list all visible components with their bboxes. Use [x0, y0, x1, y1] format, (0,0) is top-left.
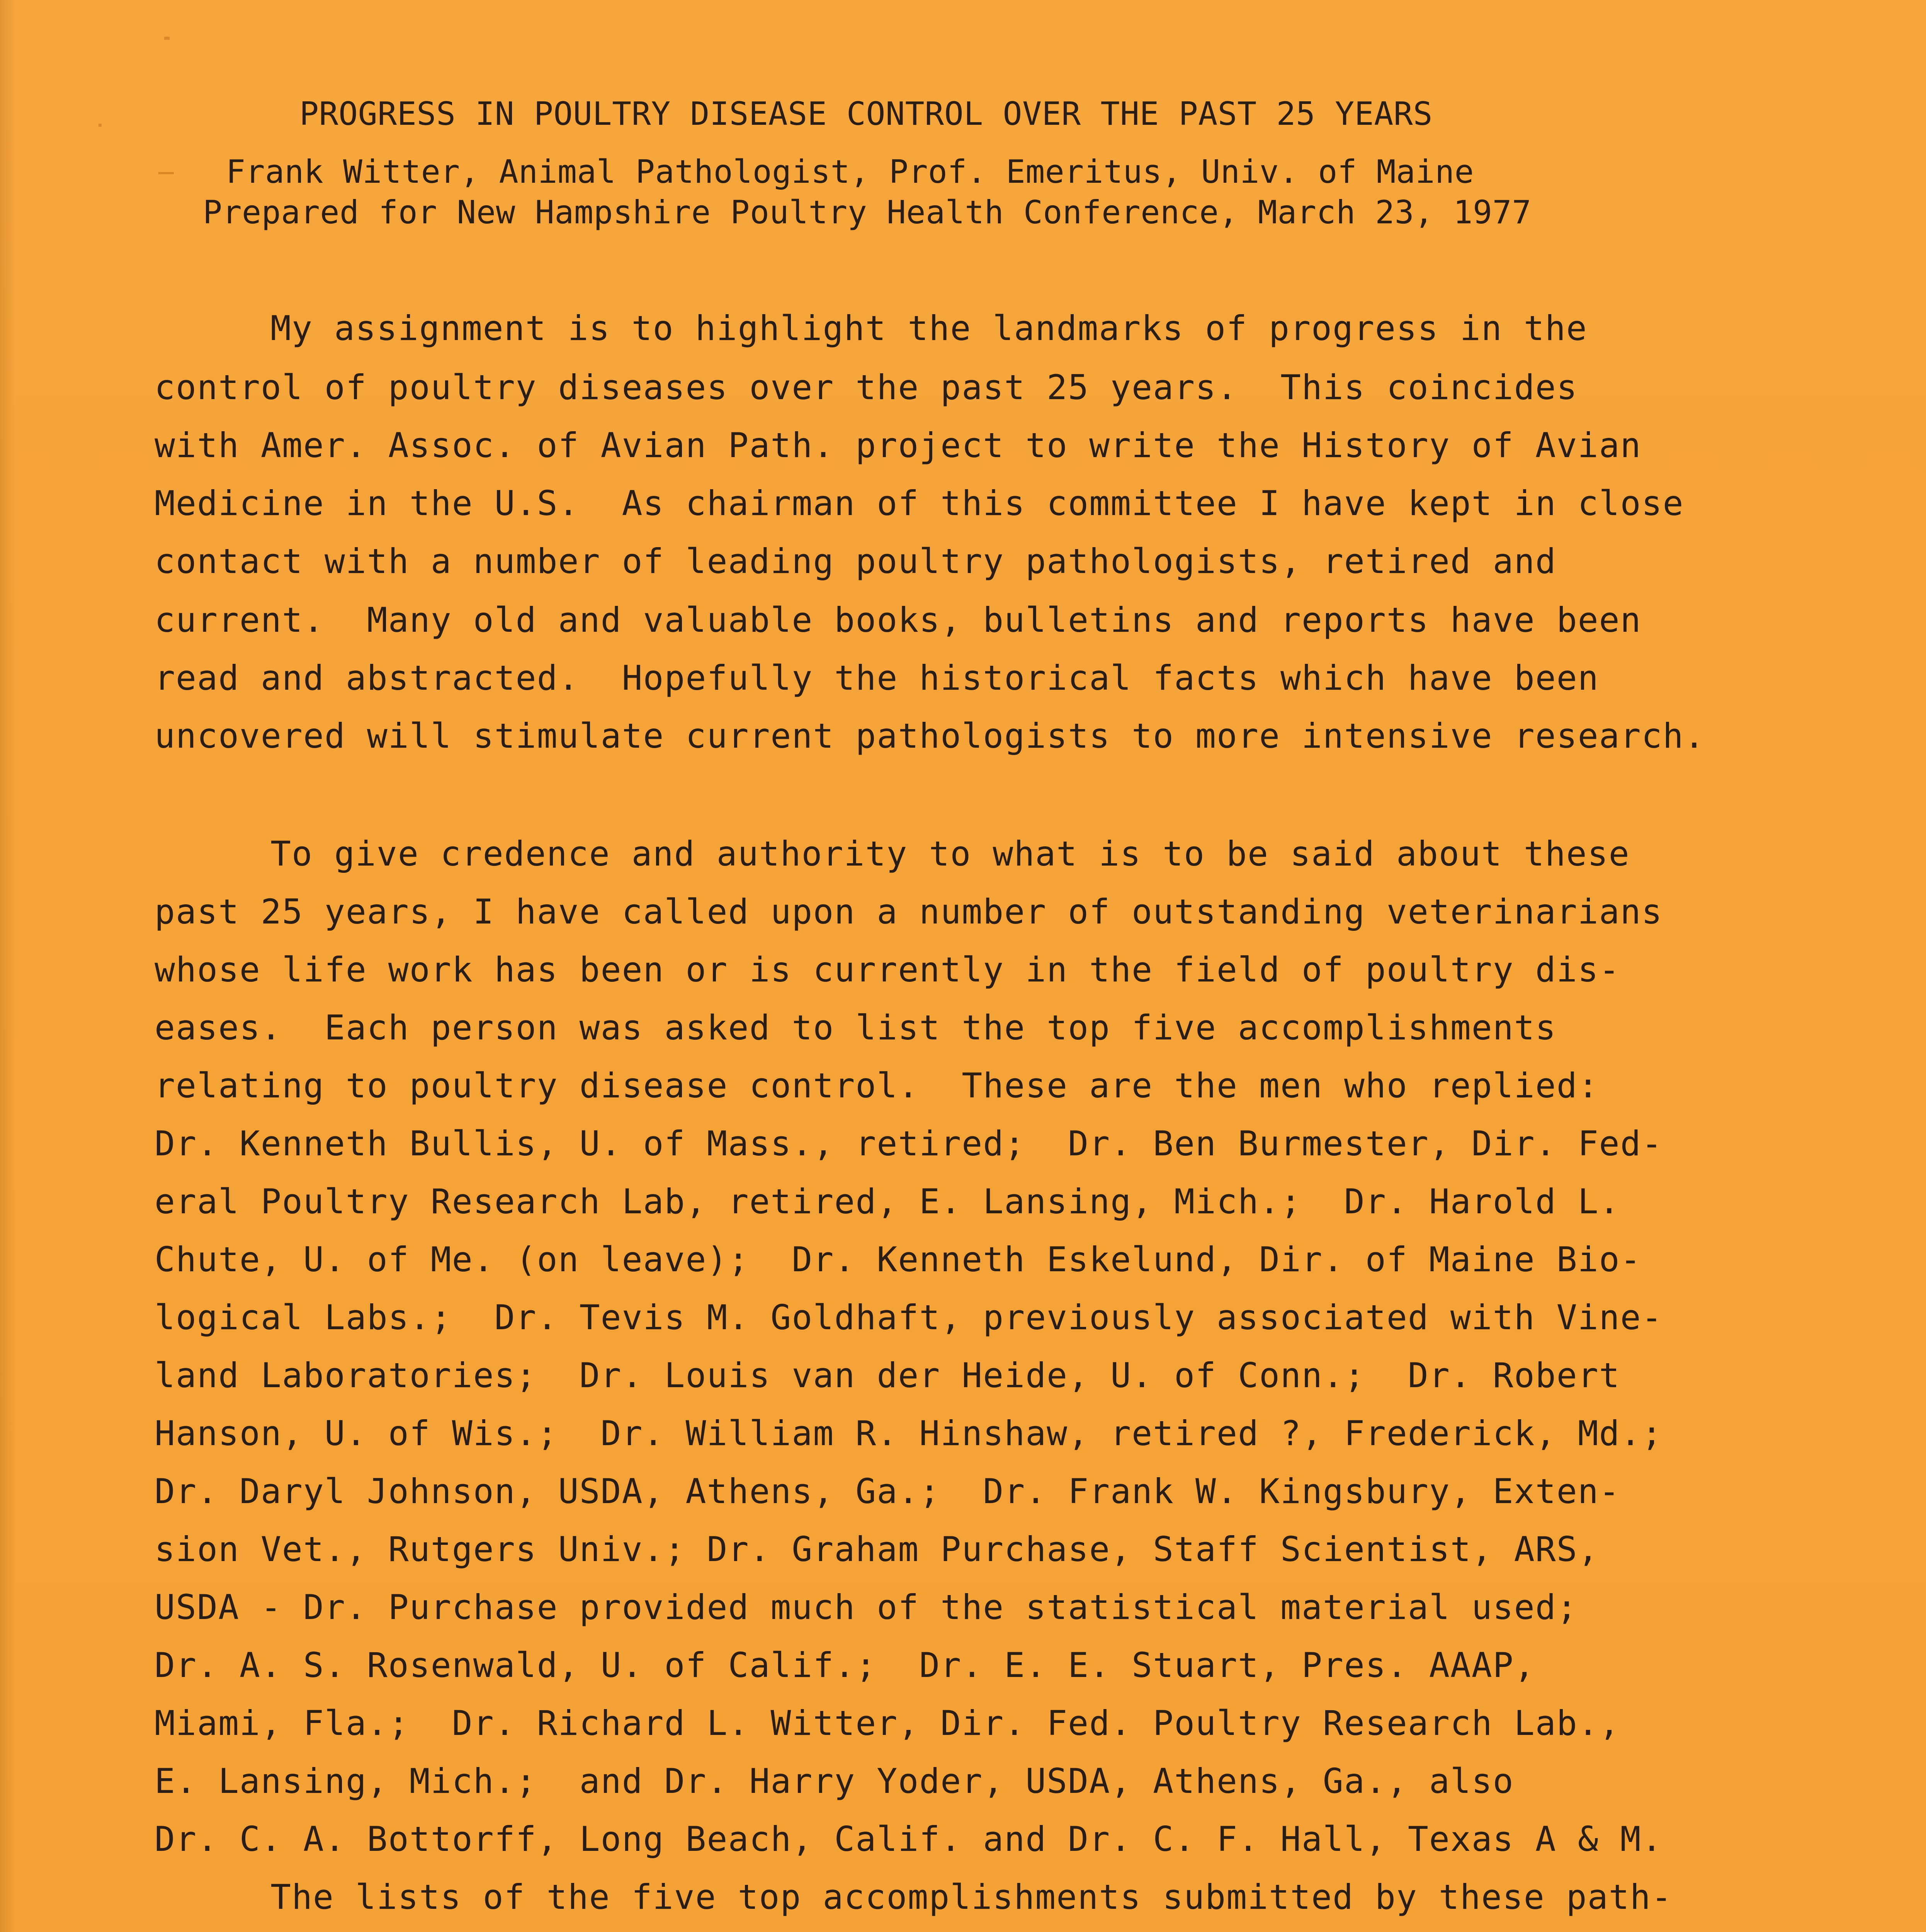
body-line: Miami, Fla.; Dr. Richard L. Witter, Dir. Fed. Poultry Research Lab.,	[155, 1703, 1620, 1743]
body-line: E. Lansing, Mich.; and Dr. Harry Yoder, USDA, Athens, Ga., also	[155, 1761, 1514, 1801]
body-line: Medicine in the U.S. As chairman of this committee I have kept in close	[155, 483, 1684, 523]
page-edge-shadow	[0, 0, 15, 1932]
body-line: past 25 years, I have called upon a number of outstanding veterinarians	[155, 892, 1663, 932]
body-line: My assignment is to highlight the landmarks of progress in the	[270, 308, 1588, 348]
body-line: logical Labs.; Dr. Tevis M. Goldhaft, previously associated with Vine-	[155, 1298, 1663, 1337]
body-line: Chute, U. of Me. (on leave); Dr. Kenneth Eskelund, Dir. of Maine Bio-	[155, 1240, 1642, 1279]
paper-speck	[158, 172, 174, 174]
body-line: USDA - Dr. Purchase provided much of the statistical material used;	[155, 1587, 1578, 1627]
body-line: current. Many old and valuable books, bulletins and reports have been	[155, 600, 1642, 640]
body-line: Dr. C. A. Bottorff, Long Beach, Calif. and Dr. C. F. Hall, Texas A & M.	[155, 1819, 1663, 1859]
body-line: control of poultry diseases over the past 25 years. This coincides	[155, 367, 1578, 407]
body-line: uncovered will stimulate current pathologists to more intensive research.	[155, 716, 1705, 756]
body-line: Dr. Kenneth Bullis, U. of Mass., retired; Dr. Ben Burmester, Dir. Fed-	[155, 1124, 1663, 1163]
body-line: contact with a number of leading poultry pathologists, retired and	[155, 541, 1557, 581]
body-line: eral Poultry Research Lab, retired, E. Lansing, Mich.; Dr. Harold L.	[155, 1182, 1620, 1221]
body-line: Hanson, U. of Wis.; Dr. William R. Hinshaw, retired ?, Frederick, Md.;	[155, 1413, 1663, 1453]
body-line: relating to poultry disease control. These are the men who replied:	[155, 1066, 1599, 1105]
body-line: with Amer. Assoc. of Avian Path. project to write the History of Avian	[155, 425, 1642, 465]
body-line: Dr. A. S. Rosenwald, U. of Calif.; Dr. E. E. Stuart, Pres. AAAP,	[155, 1645, 1535, 1685]
page-title: PROGRESS IN POULTRY DISEASE CONTROL OVER THE PAST 25 YEARS	[299, 95, 1433, 133]
body-line: Dr. Daryl Johnson, USDA, Athens, Ga.; Dr. Frank W. Kingsbury, Exten-	[155, 1471, 1620, 1511]
body-line: land Laboratories; Dr. Louis van der Heide, U. of Conn.; Dr. Robert	[155, 1355, 1620, 1395]
body-line: eases. Each person was asked to list the top five accomplishments	[155, 1008, 1557, 1048]
paper-speck	[99, 124, 102, 127]
body-line: read and abstracted. Hopefully the historical facts which have been	[155, 658, 1599, 698]
conference-line: Prepared for New Hampshire Poultry Health Conference, March 23, 1977	[203, 194, 1532, 231]
author-line: Frank Witter, Animal Pathologist, Prof. Emeritus, Univ. of Maine	[226, 153, 1474, 190]
body-line: To give credence and authority to what is to be said about these	[270, 834, 1630, 874]
body-line: The lists of the five top accomplishments submitted by these path-	[270, 1877, 1673, 1917]
body-line: sion Vet., Rutgers Univ.; Dr. Graham Purchase, Staff Scientist, ARS,	[155, 1529, 1599, 1569]
body-line: whose life work has been or is currently in the field of poultry dis-	[155, 950, 1620, 990]
paper-speck	[164, 37, 170, 40]
